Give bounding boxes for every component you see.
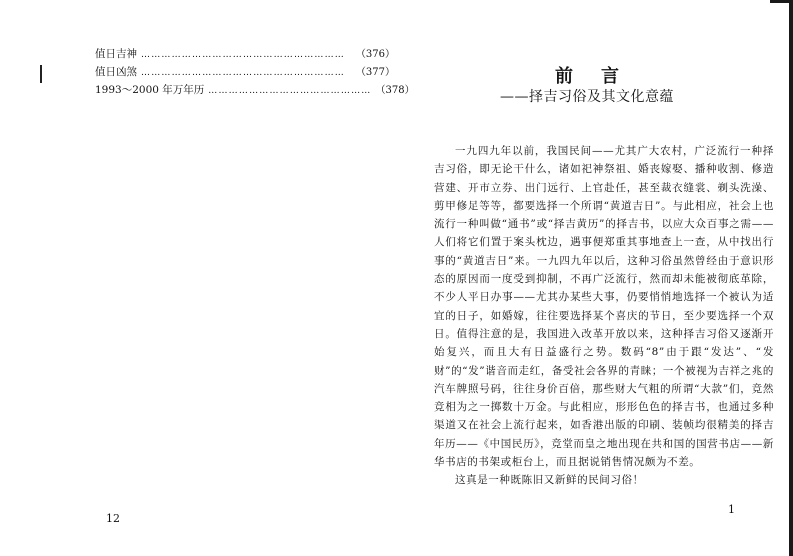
toc-entry [95, 46, 395, 62]
toc-entry-title: 值日凶煞 [95, 66, 137, 78]
table-of-contents [95, 46, 415, 100]
preface-body [434, 142, 774, 490]
toc-entry-page: （376） [355, 49, 395, 60]
toc-leader-dots: …………………………………………………… [141, 68, 345, 78]
toc-entry [95, 82, 415, 98]
toc-entry [95, 64, 395, 80]
toc-entry-title: 1993～2000 年万年历 [95, 84, 205, 96]
toc-entry-title: 值日吉神 [95, 48, 137, 60]
toc-entry-page: （377） [355, 67, 395, 78]
scan-artifact-mark [40, 65, 42, 83]
left-page-number: 12 [106, 512, 120, 525]
toc-leader-dots: ………………………………………… [208, 86, 372, 96]
preface-subtitle: ——择吉习俗及其文化意蕴 [500, 89, 674, 105]
right-page-number: 1 [728, 503, 735, 516]
scan-artifact-right-border [789, 0, 793, 556]
preface-paragraph: 这真是一种既陈旧又新鲜的民间习俗！ [455, 474, 644, 487]
toc-entry-page: （378） [375, 85, 415, 96]
preface-paragraph: 一九四九年以前，我国民间——尤其广大农村，广泛流行一种择吉习俗，即无论干什么，诸如祀神祭祖、婚丧嫁娶、播种收割、修造营建、开市立券、出门远行、上官赴任，甚至裁衣缝裳、剃头洗澡、剪甲修足等等，都要选择一个所谓“黄道吉日”。与此相应，社会上也流行一种叫做“通书”或“择吉黄历”的择吉书，以应大众百事之需——人们将它们置于案头枕边，遇事便郑重其事地查上一查，从中找出行事的“黄道吉日”来。一九四九年以后，这种习俗虽然曾经由于意识形态的原因而一度受到抑制，不再广泛流行，然而却未能被彻底革除，不少人平日办事——尤其办某些大事，仍要悄悄地选择一个被认为适宜的日子，如婚嫁，往往要选择某个喜庆的节日，至少要选择一个双日。值得注意的是，我国进入改革开放以来，这种择吉习俗又逐渐开始复兴，而且大有日益盛行之势。数码“8”由于跟“发达”、“发财”的“发”谐音而走红，备受社会各界的青睐；一个被视为吉祥之兆的汽车牌照号码，往往身价百倍，那些财大气粗的所谓“大款”们，竞然竞相为之一掷数十万金。与此相应，形形色色的择吉书，也通过多种渠道又在社会上流行起来，如香港出版的印刷、装帧均很精美的择吉年历——《中国民历》，竞堂而皇之地出现在共和国的国营书店——新华书店的书架或柜台上，而且据说销售情况颇为不差。 [434, 145, 774, 469]
preface-title: 前言 [555, 66, 647, 87]
toc-leader-dots: …………………………………………………… [141, 50, 345, 60]
